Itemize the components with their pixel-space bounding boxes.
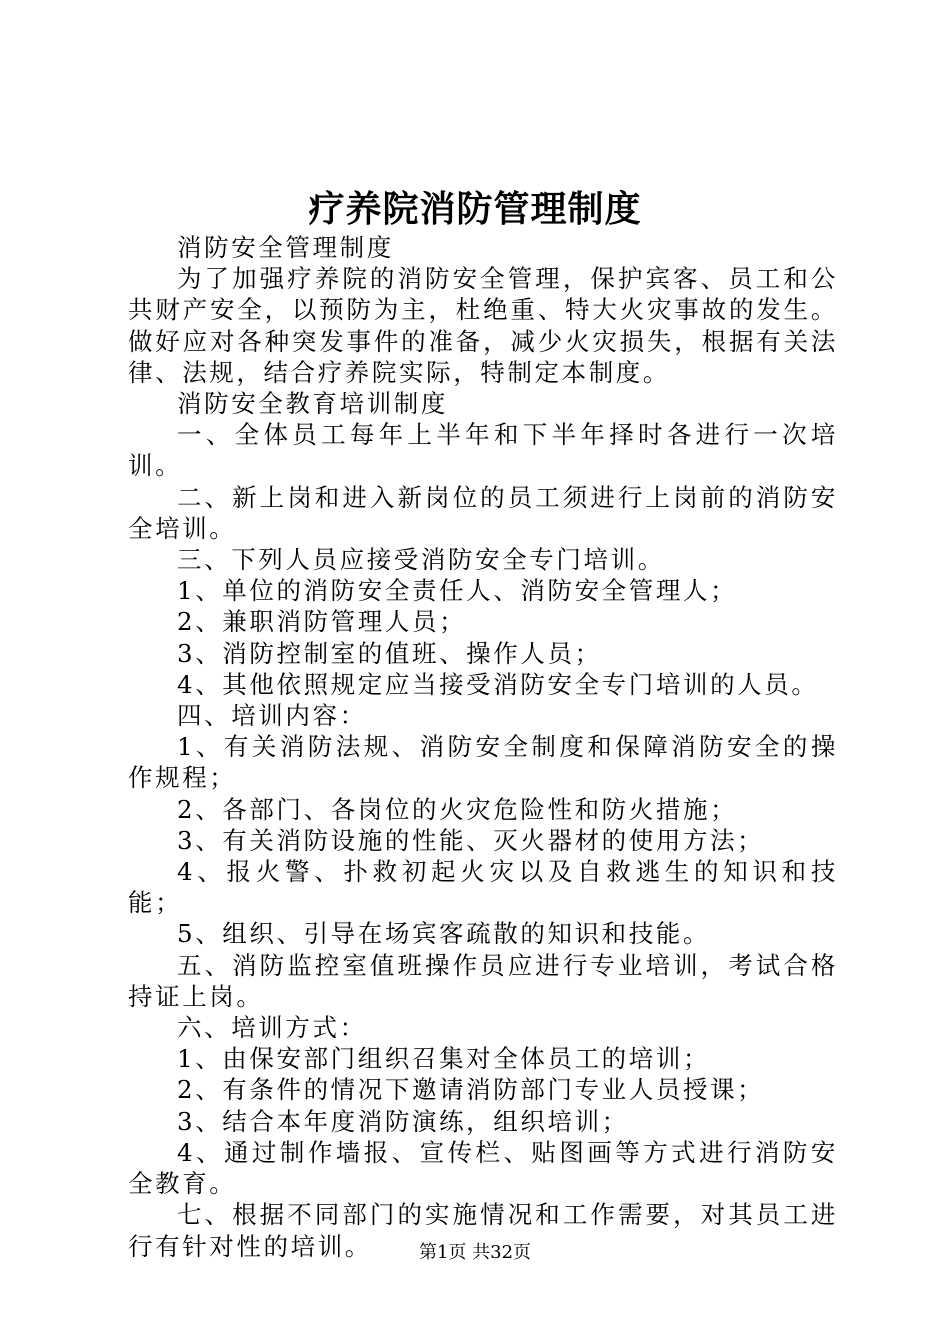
paragraph: 五、消防监控室值班操作员应进行专业培训，考试合格持证上岗。 xyxy=(128,950,838,1011)
list-item: 1、单位的消防安全责任人、消防安全管理人； xyxy=(177,576,738,606)
list-item: 2、兼职消防管理人员； xyxy=(177,607,467,637)
paragraph: 为了加强疗养院的消防安全管理，保护宾客、员工和公共财产安全，以预防为主，杜绝重、特大火灾事故的发生。做好应对各种突发事件的准备，减少火灾损失，根据有关法律、法规，结合疗养院实际，特制定本制度。 xyxy=(128,264,838,387)
list-item: 4、通过制作墙报、宣传栏、贴图画等方式进行消防安全教育。 xyxy=(128,1137,838,1199)
list-item: 5、组织、引导在场宾客疏散的知识和技能。 xyxy=(177,919,711,949)
list-item: 4、其他依照规定应当接受消防安全专门培训的人员。 xyxy=(177,669,819,699)
paragraph: 三、下列人员应接受消防安全专门培训。 xyxy=(177,545,665,575)
list-item: 4、报火警、扑救初起火灾以及自救逃生的知识和技能； xyxy=(128,857,838,918)
paragraph: 一、全体员工每年上半年和下半年择时各进行一次培训。 xyxy=(128,420,838,481)
list-item: 3、结合本年度消防演练，组织培训； xyxy=(177,1106,629,1136)
list-item: 1、由保安部门组织召集对全体员工的培训； xyxy=(177,1044,711,1074)
paragraph: 六、培训方式： xyxy=(177,1013,367,1043)
document-title: 疗养院消防管理制度 xyxy=(308,188,642,230)
paragraph: 七、根据不同部门的实施情况和工作需要，对其员工进行有针对性的培训。 xyxy=(128,1200,838,1261)
list-item: 2、各部门、各岗位的火灾危险性和防火措施； xyxy=(177,794,738,824)
list-item: 3、消防控制室的值班、操作人员； xyxy=(177,638,602,668)
list-item: 1、有关消防法规、消防安全制度和保障消防安全的操作规程； xyxy=(128,732,838,793)
document-body xyxy=(128,232,838,1262)
section-heading: 消防安全管理制度 xyxy=(177,233,394,262)
paragraph: 四、培训内容： xyxy=(177,701,367,731)
list-item: 3、有关消防设施的性能、灭火器材的使用方法； xyxy=(177,825,765,855)
paragraph: 二、新上岗和进入新岗位的员工须进行上岗前的消防安全培训。 xyxy=(128,482,838,543)
page-footer: 第1页 共32页 xyxy=(418,1242,532,1263)
list-item: 2、有条件的情况下邀请消防部门专业人员授课； xyxy=(177,1075,765,1105)
section-heading: 消防安全教育培训制度 xyxy=(177,389,448,419)
